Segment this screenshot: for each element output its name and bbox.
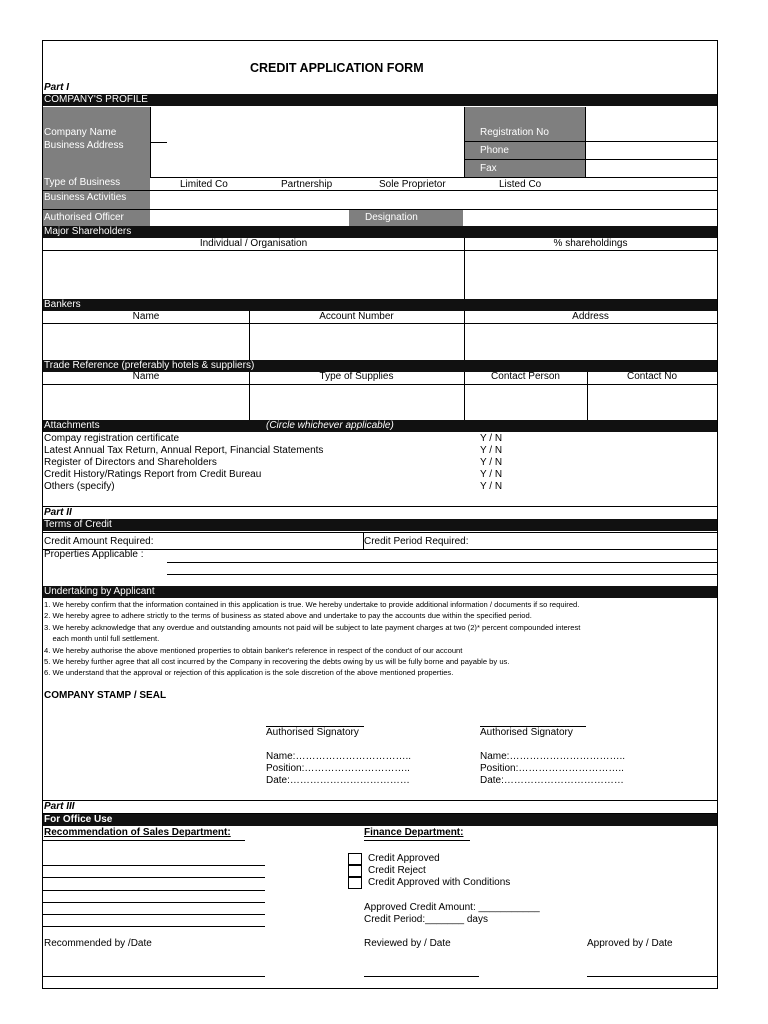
company-name-field[interactable] bbox=[151, 107, 463, 142]
phone-label: Phone bbox=[480, 145, 509, 156]
fax-label: Fax bbox=[480, 163, 497, 174]
company-stamp-label: COMPANY STAMP / SEAL bbox=[44, 690, 167, 701]
credit-approved-conditions-label: Credit Approved with Conditions bbox=[368, 877, 511, 888]
company-label-cell bbox=[43, 107, 150, 177]
trade-col-contact-person: Contact Person bbox=[491, 371, 560, 382]
designation-label-cell bbox=[349, 210, 463, 226]
fax-field[interactable] bbox=[586, 160, 717, 177]
undertaking-bar: Undertaking by Applicant bbox=[43, 586, 717, 598]
business-type-limited[interactable]: Limited Co bbox=[180, 179, 228, 190]
trade-reference-bar: Trade Reference (preferably hotels & suppliers) bbox=[43, 360, 717, 372]
undertaking-item: 4. We hereby authorise the above mentioned properties to obtain banker's reference in respect of the conduct of our account bbox=[44, 645, 463, 655]
credit-amount-field[interactable] bbox=[167, 533, 363, 549]
form-title: CREDIT APPLICATION FORM bbox=[250, 61, 424, 75]
shareholders-percent-field[interactable] bbox=[465, 251, 717, 299]
approved-by-line[interactable] bbox=[587, 976, 717, 977]
bankers-col-account: Account Number bbox=[319, 311, 394, 322]
credit-period-field[interactable] bbox=[478, 533, 717, 549]
terms-of-credit-bar: Terms of Credit bbox=[43, 519, 717, 531]
sales-recommendation-field[interactable] bbox=[43, 841, 265, 927]
business-type-listed[interactable]: Listed Co bbox=[499, 179, 542, 190]
undertaking-item: each month until full settlement. bbox=[44, 634, 160, 644]
credit-application-form bbox=[42, 40, 718, 989]
undertaking-item: 3. We hereby acknowledge that any overdue and outstanding amounts not paid will be subject to late payment charges at two (2)* percent compounded interest bbox=[44, 622, 581, 632]
authorised-officer-field[interactable] bbox=[151, 210, 348, 226]
business-type-partnership[interactable]: Partnership bbox=[281, 179, 333, 190]
business-type-sole-proprietor[interactable]: Sole Proprietor bbox=[379, 179, 446, 190]
attachment-yn[interactable]: Y / N bbox=[480, 469, 503, 480]
undertaking-item: 5. We hereby further agree that all cost incurred by the Company in recovering the debts owing by us will be fully borne and payable by us. bbox=[44, 657, 510, 666]
banker-address-field[interactable] bbox=[465, 324, 717, 360]
finance-dept-heading: Finance Department: bbox=[364, 827, 464, 838]
bankers-col-name: Name bbox=[132, 311, 160, 322]
shareholders-individual-field[interactable] bbox=[43, 251, 463, 299]
reviewed-by-line[interactable] bbox=[364, 976, 479, 977]
type-of-business-label-cell bbox=[43, 177, 150, 190]
trade-name-field[interactable] bbox=[43, 385, 248, 420]
signatory-1-date[interactable]: Date:……………………………… bbox=[266, 775, 410, 786]
attachment-label: Register of Directors and Shareholders bbox=[44, 457, 217, 468]
registration-no-label: Registration No bbox=[480, 127, 549, 138]
business-activities-label: Business Activities bbox=[44, 192, 127, 203]
trade-col-contact-no: Contact No bbox=[626, 371, 678, 382]
credit-approved-checkbox[interactable] bbox=[348, 853, 362, 865]
registration-no-field[interactable] bbox=[586, 107, 717, 141]
business-activities-label-cell bbox=[43, 191, 150, 209]
company-name-label: Company Name bbox=[44, 127, 117, 138]
attachment-yn[interactable]: Y / N bbox=[480, 481, 503, 492]
signatory-2-position[interactable]: Position:………………………….. bbox=[480, 763, 624, 774]
shareholders-col-individual: Individual / Organisation bbox=[199, 238, 308, 249]
attachment-yn[interactable]: Y / N bbox=[480, 433, 503, 444]
designation-field[interactable] bbox=[464, 210, 717, 226]
company-profile-bar: COMPANY'S PROFILE bbox=[43, 94, 717, 106]
trade-col-supplies: Type of Supplies bbox=[319, 371, 394, 382]
signatory-2-date[interactable]: Date:……………………………… bbox=[480, 775, 624, 786]
business-activities-field[interactable] bbox=[151, 191, 717, 209]
shareholders-col-percent: % shareholdings bbox=[553, 238, 628, 249]
approved-amount-line[interactable]: Approved Credit Amount: ___________ bbox=[364, 902, 540, 913]
signatory-1-label: Authorised Signatory bbox=[266, 727, 359, 738]
attachments-bar: Attachments (Circle whichever applicable) bbox=[43, 420, 717, 432]
credit-period-label: Credit Period Required: bbox=[364, 536, 469, 547]
trade-supplies-field[interactable] bbox=[250, 385, 463, 420]
part3-label: Part III bbox=[44, 801, 75, 812]
part1-label: Part I bbox=[44, 82, 70, 93]
attachment-label: Credit History/Ratings Report from Credit Bureau bbox=[44, 469, 262, 480]
major-shareholders-bar: Major Shareholders bbox=[43, 226, 717, 238]
attachment-label: Compay registration certificate bbox=[44, 433, 180, 444]
designation-label: Designation bbox=[365, 212, 418, 223]
phone-field[interactable] bbox=[586, 142, 717, 159]
undertaking-item: 6. We understand that the approval or rejection of this application is the sole discretion of the above mentioned properties. bbox=[44, 668, 454, 678]
attachment-yn[interactable]: Y / N bbox=[480, 457, 503, 468]
recommended-by-label: Recommended by /Date bbox=[44, 938, 152, 949]
attachment-yn[interactable]: Y / N bbox=[480, 445, 503, 456]
credit-approved-conditions-checkbox[interactable] bbox=[348, 877, 362, 889]
recommended-by-line[interactable] bbox=[43, 976, 265, 977]
trade-col-name: Name bbox=[132, 371, 160, 382]
properties-field[interactable] bbox=[167, 550, 717, 586]
trade-contact-person-field[interactable] bbox=[465, 385, 586, 420]
credit-approved-label: Credit Approved bbox=[368, 853, 440, 864]
signatory-1-name[interactable]: Name:…………………………….. bbox=[266, 751, 412, 762]
bankers-bar: Bankers bbox=[43, 299, 717, 311]
reviewed-by-label: Reviewed by / Date bbox=[364, 938, 451, 949]
credit-period-line[interactable]: Credit Period:_______ days bbox=[364, 914, 488, 925]
business-address-label: Business Address bbox=[44, 140, 124, 151]
sales-dept-heading: Recommendation of Sales Department: bbox=[44, 827, 231, 838]
bankers-col-address: Address bbox=[572, 311, 609, 322]
attachments-note: (Circle whichever applicable) bbox=[266, 420, 394, 431]
authorised-officer-label: Authorised Officer bbox=[44, 212, 124, 223]
undertaking-item: 2. We hereby agree to adhere strictly to the terms of business as stated above and undertake to pay the accounts due within the specified period. bbox=[44, 611, 532, 621]
banker-name-field[interactable] bbox=[43, 324, 248, 360]
registration-label-cell bbox=[464, 107, 585, 177]
credit-reject-label: Credit Reject bbox=[368, 865, 426, 876]
trade-contact-no-field[interactable] bbox=[588, 385, 717, 420]
properties-label: Properties Applicable : bbox=[44, 549, 144, 560]
office-use-bar: For Office Use bbox=[43, 814, 717, 826]
authorised-officer-label-cell bbox=[43, 210, 150, 226]
attachment-label: Others (specify) bbox=[44, 481, 115, 492]
approved-by-label: Approved by / Date bbox=[587, 938, 673, 949]
attachment-label: Latest Annual Tax Return, Annual Report, Financial Statements bbox=[44, 445, 324, 456]
signatory-2-label: Authorised Signatory bbox=[480, 727, 573, 738]
part2-label: Part II bbox=[44, 507, 72, 518]
signatory-1-position[interactable]: Position:………………………….. bbox=[266, 763, 410, 774]
signatory-2-name[interactable]: Name:…………………………….. bbox=[480, 751, 626, 762]
undertaking-item: 1. We hereby confirm that the information contained in this application is true. We hereby undertake to provide additional information / documents if so required. bbox=[44, 600, 580, 609]
banker-account-field[interactable] bbox=[250, 324, 463, 360]
credit-amount-label: Credit Amount Required: bbox=[44, 536, 154, 547]
type-of-business-label: Type of Business bbox=[44, 177, 121, 188]
credit-reject-checkbox[interactable] bbox=[348, 865, 362, 877]
